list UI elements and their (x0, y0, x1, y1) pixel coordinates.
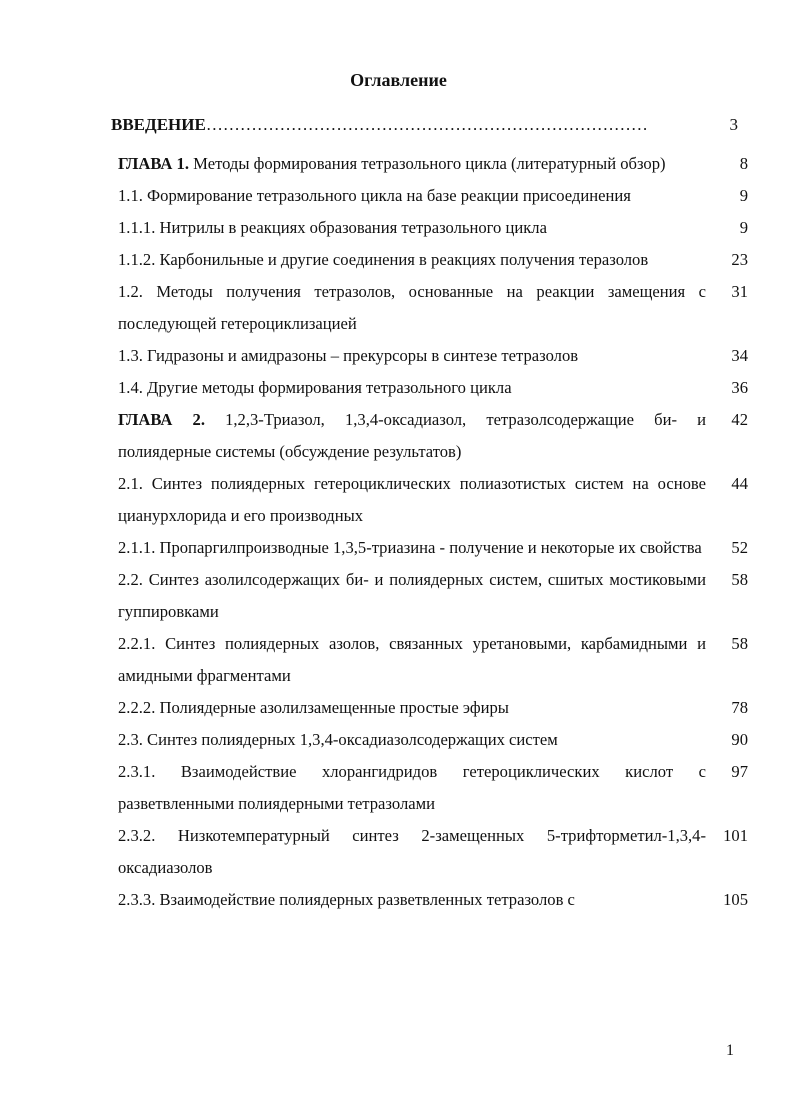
toc-entry-title (118, 372, 706, 404)
toc-entry-page: 31 (731, 282, 748, 301)
toc-chapter-label: ГЛАВА 1. (118, 154, 190, 173)
toc-entry-title (118, 564, 706, 628)
toc-entry-title (118, 404, 706, 468)
toc-entry-page: 101 (723, 826, 748, 845)
toc-entry-title (118, 820, 706, 884)
toc-entry-text: 1.2. Методы получения тетразолов, основанные на реакции замещения с последующей гетероциклизацией (118, 282, 706, 333)
toc-entry-text: 1,2,3-Триазол, 1,3,4-оксадиазол, тетразолсодержащие би- и полиядерные системы (обсуждение результатов) (118, 410, 706, 461)
toc-intro-label: ВВЕДЕНИЕ (111, 115, 206, 134)
toc-entry-page: 8 (739, 154, 748, 173)
toc-entry-page: 9 (739, 186, 748, 205)
toc-entry-page: 36 (731, 378, 748, 397)
toc-entry-title (118, 724, 706, 756)
toc-entry-text: 2.3.3. Взаимодействие полиядерных разветвленных тетразолов с (118, 890, 575, 909)
toc-entry (118, 372, 748, 404)
toc-entry-title (118, 756, 706, 820)
toc-entry (118, 244, 748, 276)
toc-entry (118, 820, 748, 884)
toc-entry-text: 2.2.2. Полиядерные азолилзамещенные простые эфиры (118, 698, 509, 717)
toc-entry-page: 34 (731, 346, 748, 365)
toc-entry (118, 212, 748, 244)
toc-entry (118, 276, 748, 340)
toc-entry (118, 884, 748, 916)
toc-entry-page: 58 (731, 570, 748, 589)
toc-entry-title (118, 276, 706, 340)
toc-entry (118, 564, 748, 628)
toc-entry (118, 724, 748, 756)
toc-entry-page: 58 (731, 634, 748, 653)
toc-entry-text: 1.1.1. Нитрилы в реакциях образования тетразольного цикла (118, 218, 547, 237)
toc-entry-page: 52 (731, 538, 748, 557)
toc-entry-page: 9 (739, 218, 748, 237)
toc-entry-title (118, 468, 706, 532)
toc-entry-page: 105 (723, 890, 748, 909)
toc-entry-title (118, 340, 706, 372)
toc-entry-text: 1.4. Другие методы формирования тетразольного цикла (118, 378, 512, 397)
toc-entry-page: 97 (731, 762, 748, 781)
toc-entry-text: 2.2.1. Синтез полиядерных азолов, связанных уретановыми, карбамидными и амидными фрагментами (118, 634, 706, 685)
toc-entry-text: Методы формирования тетразольного цикла (литературный обзор) (189, 154, 666, 173)
toc-entry (118, 404, 748, 468)
toc-entry-title (118, 180, 706, 212)
toc-entry-text: 2.1.1. Пропаргилпроизводные 1,3,5-триазина - получение и некоторые их свойства (118, 538, 702, 557)
toc-entry-text: 2.2. Синтез азолилсодержащих би- и полиядерных систем, сшитых мостиковыми гуппировками (118, 570, 706, 621)
toc-entry-text: 1.3. Гидразоны и амидразоны – прекурсоры в синтезе тетразолов (118, 346, 579, 365)
toc-entry-text: 1.1. Формирование тетразольного цикла на базе реакции присоединения (118, 186, 631, 205)
toc-leader-dots: …………………………………………………………………… (205, 115, 648, 134)
toc-entry (118, 628, 748, 692)
toc-entry-title (118, 692, 706, 724)
toc-entry-page: 44 (731, 474, 748, 493)
toc-entry (118, 756, 748, 820)
toc-entry-title (118, 628, 706, 692)
toc-entry (118, 148, 748, 180)
page-title: Оглавление (350, 70, 447, 90)
toc-entry (118, 468, 748, 532)
toc-entry-title (118, 532, 706, 564)
toc-entry-title (118, 244, 706, 276)
toc-intro-page: 3 (729, 115, 738, 134)
toc-entry-title (118, 884, 706, 916)
toc-chapter-label: ГЛАВА 2. (118, 410, 205, 429)
toc-entry-text: 2.3.1. Взаимодействие хлорангидридов гетероциклических кислот с разветвленными полиядерными тетразолами (118, 762, 706, 813)
toc-entry-page: 90 (731, 730, 748, 749)
toc-entry-title (118, 148, 706, 180)
toc-entry (118, 692, 748, 724)
toc-entry-title (118, 212, 706, 244)
toc-entry-page: 78 (731, 698, 748, 717)
page-number: 1 (726, 1042, 734, 1059)
table-of-contents (118, 148, 748, 916)
toc-entry (118, 180, 748, 212)
toc-entry-text: 2.3. Синтез полиядерных 1,3,4-оксадиазолсодержащих систем (118, 730, 558, 749)
toc-entry-page: 42 (731, 410, 748, 429)
toc-entry-page: 23 (731, 250, 748, 269)
toc-entry-text: 2.3.2. Низкотемпературный синтез 2-замещенных 5-трифторметил-1,3,4-оксадиазолов (118, 826, 706, 877)
toc-entry-text: 1.1.2. Карбонильные и другие соединения в реакциях получения теразолов (118, 250, 649, 269)
toc-entry (118, 340, 748, 372)
toc-entry-text: 2.1. Синтез полиядерных гетероциклических полиазотистых систем на основе цианурхлорида и его производных (118, 474, 706, 525)
toc-entry (118, 532, 748, 564)
toc-intro-entry (111, 114, 738, 136)
